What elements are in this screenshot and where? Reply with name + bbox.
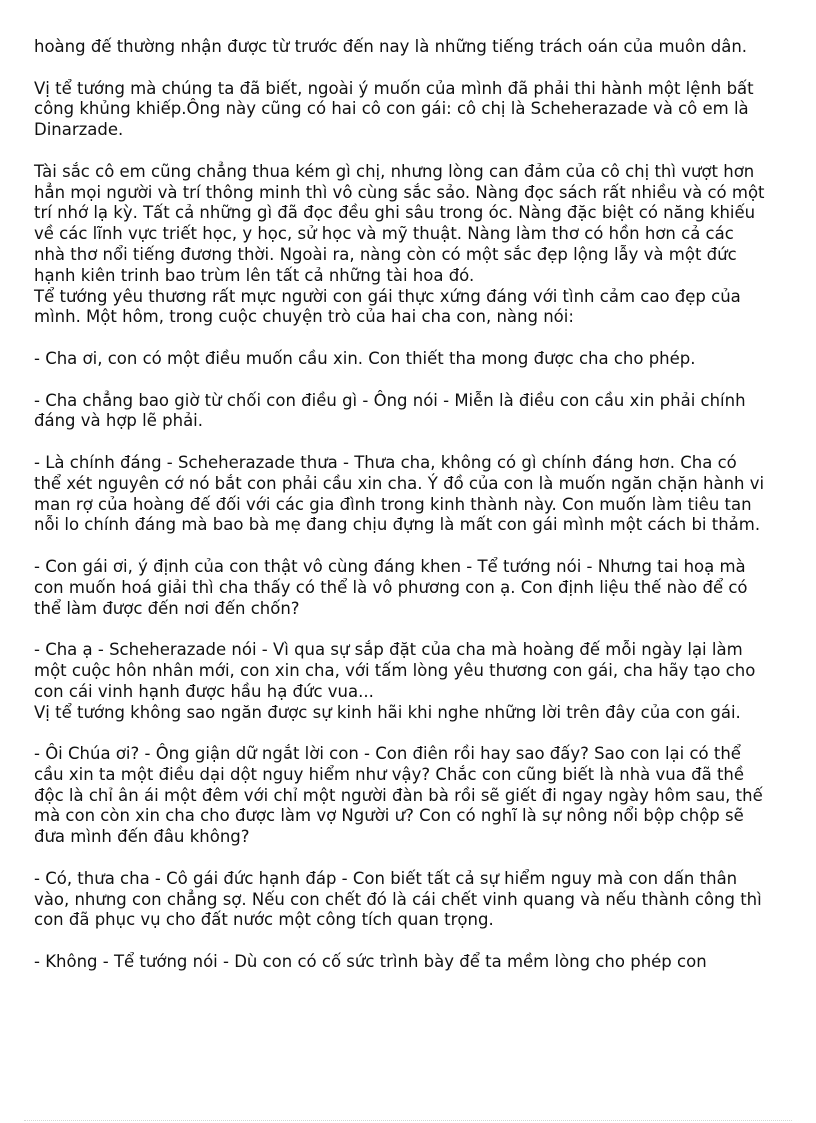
- paragraph-10: Vị tể tướng không sao ngăn được sự kinh hãi khi nghe những lời trên đây của con gái.: [34, 702, 741, 722]
- paragraph-12: - Có, thưa cha - Cô gái đức hạnh đáp - Con biết tất cả sự hiểm nguy mà con dấn thân vào, nhưng con chẳng sợ. Nếu con chết đó là cái chết vinh quang và nếu thành công thì con đã phục vụ cho đất nước một công tích quan trọng.: [34, 868, 762, 930]
- paragraph-9: - Cha ạ - Scheherazade nói - Vì qua sự sắp đặt của cha mà hoàng đế mỗi ngày lại làm một cuộc hôn nhân mới, con xin cha, với tấm lòng yêu thương con gái, cha hãy tạo cho con cái vinh hạnh được hầu hạ đức vua...: [34, 640, 756, 701]
- paragraph-3: Tài sắc cô em cũng chẳng thua kém gì chị, nhưng lòng can đảm của cô chị thì vượt hơn hẳn mọi người và trí thông minh thì vô cùng sắc sảo. Nàng đọc sách rất nhiều và có một trí nhớ lạ kỳ. Tất cả những gì đã đọc đều ghi sâu trong óc. Nàng đặc biệt có năng khiếu về các lĩnh vực triết học, y học, sử học và mỹ thuật. Nàng làm thơ có hồn hơn cả các nhà thơ nổi tiếng đương thời. Ngoài ra, nàng còn có một sắc đẹp lộng lẫy và một đức hạnh kiên trinh bao trùm lên tất cả những tài hoa đó.: [34, 161, 765, 285]
- paragraph-2: Vị tể tướng mà chúng ta đã biết, ngoài ý muốn của mình đã phải thi hành một lệnh bất công khủng khiếp.Ông này cũng có hai cô con gái: cô chị là Scheherazade và cô em là Dinarzade.: [34, 78, 754, 140]
- paragraph-11: - Ôi Chúa ơi? - Ông giận dữ ngắt lời con - Con điên rồi hay sao đấy? Sao con lại có thể cầu xin ta một điều dại dột nguy hiểm như vậy? Chắc con cũng biết là nhà vua đã thề độc là chỉ ân ái một đêm với chỉ một người đàn bà rồi sẽ giết đi ngay ngày hôm sau, thế mà con còn xin cha cho được làm vợ Người ư? Con có nghĩ là sự nông nổi bộp chộp sẽ đưa mình đến đâu không?: [34, 744, 763, 847]
- paragraph-6: - Cha chẳng bao giờ từ chối con điều gì - Ông nói - Miễn là điều con cầu xin phải chính đáng và hợp lẽ phải.: [34, 390, 746, 431]
- paragraph-13: - Không - Tể tướng nói - Dù con có cố sức trình bày để ta mềm lòng cho phép con: [34, 952, 707, 972]
- paragraph-8: - Con gái ơi, ý định của con thật vô cùng đáng khen - Tể tướng nói - Nhưng tai hoạ mà con muốn hoá giải thì cha thấy có thể là vô phương con ạ. Con định liệu thế nào để có thể làm được đến nơi đến chốn?: [34, 556, 748, 618]
- paragraph-4: Tể tướng yêu thương rất mực người con gái thực xứng đáng với tình cảm cao đẹp của mình. Một hôm, trong cuộc chuyện trò của hai cha con, nàng nói:: [34, 286, 741, 327]
- paragraph-7: - Là chính đáng - Scheherazade thưa - Thưa cha, không có gì chính đáng hơn. Cha có thể xét nguyên cớ nó bắt con phải cầu xin cha. Ý đồ của con là muốn ngăn chặn hành vi man rợ của hoàng đế đối với các gia đình trong kinh thành này. Con muốn làm tiêu tan nỗi lo chính đáng mà bao bà mẹ đang chịu đựng là mất con gái mình một cách bi thảm.: [34, 452, 765, 535]
- page-bottom-divider: [24, 1120, 792, 1121]
- paragraph-1: hoàng đế thường nhận được từ trước đến nay là những tiếng trách oán của muôn dân.: [34, 37, 748, 56]
- paragraph-5: - Cha ơi, con có một điều muốn cầu xin. Con thiết tha mong được cha cho phép.: [34, 348, 696, 368]
